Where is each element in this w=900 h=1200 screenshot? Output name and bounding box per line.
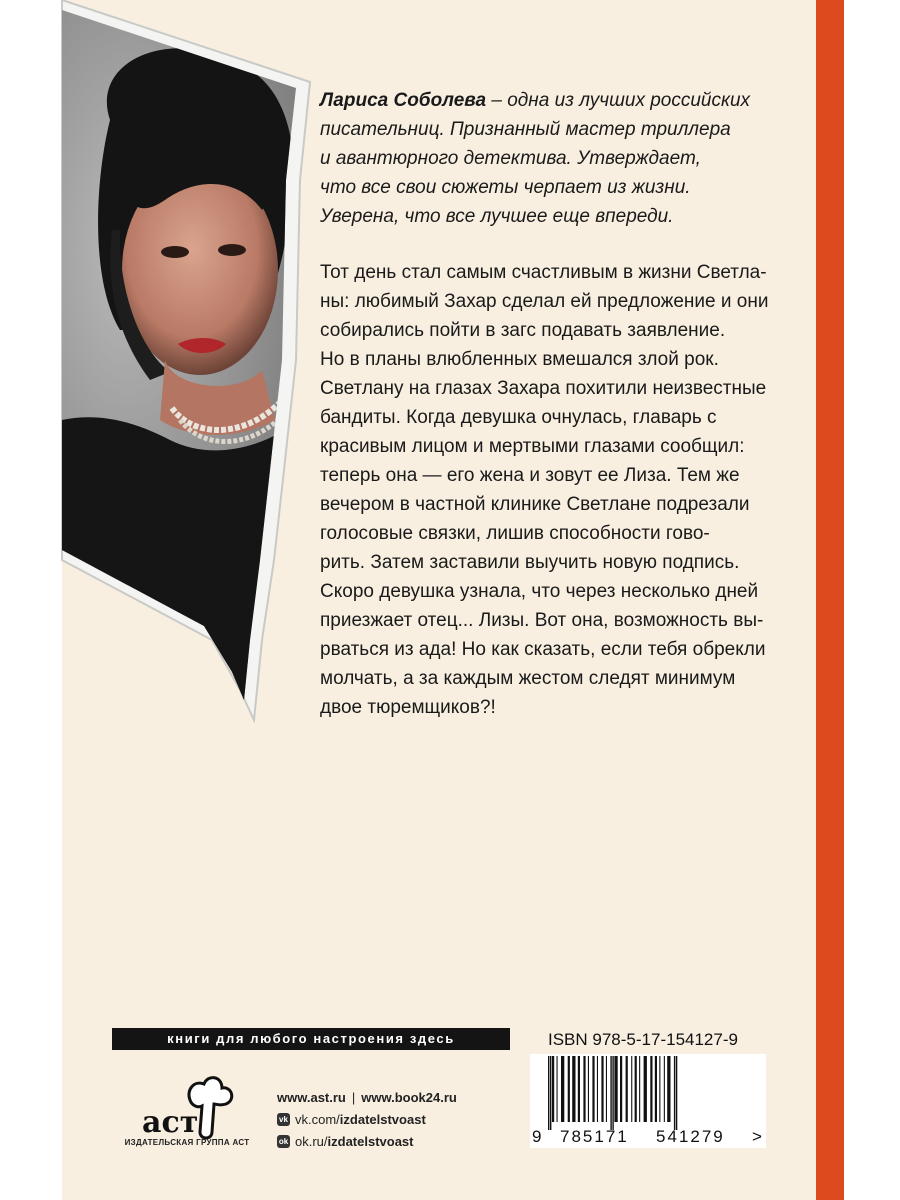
annotation-line: рваться из ада! Но как сказать, если тебя обрекли xyxy=(320,639,766,660)
ok-icon: ok xyxy=(278,1136,289,1146)
barcode-bar xyxy=(644,1056,647,1122)
barcode-guard-bar xyxy=(550,1056,551,1130)
accent-stripe xyxy=(816,0,844,1200)
barcode-guard-bar xyxy=(612,1056,613,1130)
barcode-bar xyxy=(578,1056,580,1122)
barcode-guard-bar xyxy=(610,1056,611,1130)
ok-row[interactable] xyxy=(277,1130,457,1152)
barcode-bar xyxy=(583,1056,585,1122)
barcode-bar xyxy=(664,1056,665,1122)
barcode-bar xyxy=(606,1056,607,1122)
barcode-bar xyxy=(667,1056,670,1122)
bio-line: писательниц. Признанный мастер триллера xyxy=(320,119,731,140)
annotation-line: ны: любимый Захар сделал ей предложение и они xyxy=(320,291,769,312)
vk-link-handle: izdatelstvoast xyxy=(339,1111,426,1127)
publisher-name: ИЗДАТЕЛЬСКАЯ ГРУППА АСТ xyxy=(124,1138,250,1147)
bio-line: Уверена, что все лучшее еще впереди. xyxy=(320,206,674,227)
barcode-bar xyxy=(635,1056,637,1122)
annotation-line: вечером в частной клинике Светлане подрезали xyxy=(320,494,750,515)
annotation-line: Тот день стал самым счастливым в жизни Светла- xyxy=(320,262,767,283)
vk-row[interactable] xyxy=(277,1108,457,1130)
publisher-links xyxy=(277,1086,457,1152)
author-name: Лариса Соболева xyxy=(320,90,487,111)
barcode-bar xyxy=(659,1056,660,1122)
barcode-bar xyxy=(561,1056,564,1122)
website-link-book24[interactable]: www.book24.ru xyxy=(361,1089,457,1105)
link-separator: | xyxy=(351,1089,356,1105)
annotation-line: теперь она — его жена и зовут ее Лиза. Тем же xyxy=(320,465,740,486)
ok-link-handle: izdatelstvoast xyxy=(327,1133,414,1149)
annotation-line: Но в планы влюбленных вмешался злой рок. xyxy=(320,349,719,370)
vk-icon: vk xyxy=(277,1113,290,1126)
tagline-banner: книги для любого настроения здесь xyxy=(112,1028,510,1050)
website-link-ast[interactable]: www.ast.ru xyxy=(277,1089,346,1105)
barcode-bar xyxy=(601,1056,603,1122)
barcode-bar xyxy=(655,1056,657,1122)
annotation-line: красивым лицом и мертвыми глазами сообщил: xyxy=(320,436,745,457)
annotation-line: молчать, а за каждым жестом следят минимум xyxy=(320,668,736,689)
bio-line: – одна из лучших российских xyxy=(486,90,751,111)
barcode-group-right: 541279 xyxy=(656,1127,725,1146)
barcode-bar xyxy=(557,1056,558,1122)
barcode-guard-bar xyxy=(548,1056,549,1130)
barcode-bar xyxy=(650,1056,652,1122)
bio-line: и авантюрного детектива. Утверждает, xyxy=(320,148,701,169)
annotation-line: голосовые связки, лишив способности гово- xyxy=(320,523,710,544)
barcode-bar xyxy=(592,1056,594,1122)
author-bio xyxy=(320,86,790,231)
ok-link-prefix: ok.ru/ xyxy=(295,1133,328,1149)
barcode-guard-bar xyxy=(676,1056,677,1130)
barcode-end-mark: > xyxy=(752,1127,762,1146)
book-annotation xyxy=(320,258,800,722)
annotation-line: бандиты. Когда девушка очнулась, главарь с xyxy=(320,407,717,428)
isbn-label: ISBN 978-5-17-154127-9 xyxy=(548,1030,738,1049)
annotation-line: Светлану на глазах Захара похитили неизвестные xyxy=(320,378,767,399)
barcode-guard-bar xyxy=(674,1056,675,1130)
barcode-bar xyxy=(639,1056,640,1122)
barcode-first-digit: 9 xyxy=(532,1127,542,1146)
logo-text: аст xyxy=(142,1105,199,1140)
annotation-line: рить. Затем заставили выучить новую подпись. xyxy=(320,552,740,573)
barcode-bar xyxy=(572,1056,575,1122)
annotation-line: собирались пойти в загс подавать заявление. xyxy=(320,320,726,341)
annotation-line: Скоро девушка узнала, что через несколько дней xyxy=(320,581,759,602)
barcode-bar xyxy=(620,1056,622,1122)
barcode-bar xyxy=(588,1056,589,1122)
annotation-line: двое тюремщиков?! xyxy=(320,697,496,718)
barcode-bar xyxy=(626,1056,628,1122)
vk-link-prefix: vk.com/ xyxy=(295,1111,340,1127)
barcode-bar xyxy=(597,1056,598,1122)
barcode-bar xyxy=(568,1056,570,1122)
barcode-bar xyxy=(552,1056,554,1122)
barcode-group-left: 785171 xyxy=(560,1127,629,1146)
annotation-line: приезжает отец... Лизы. Вот она, возможность вы- xyxy=(320,610,764,631)
barcode-bar xyxy=(631,1056,632,1122)
website-row xyxy=(277,1086,457,1108)
bio-line: что все свои сюжеты черпает из жизни. xyxy=(320,177,691,198)
barcode-bar xyxy=(614,1056,617,1122)
barcode xyxy=(530,1054,766,1148)
